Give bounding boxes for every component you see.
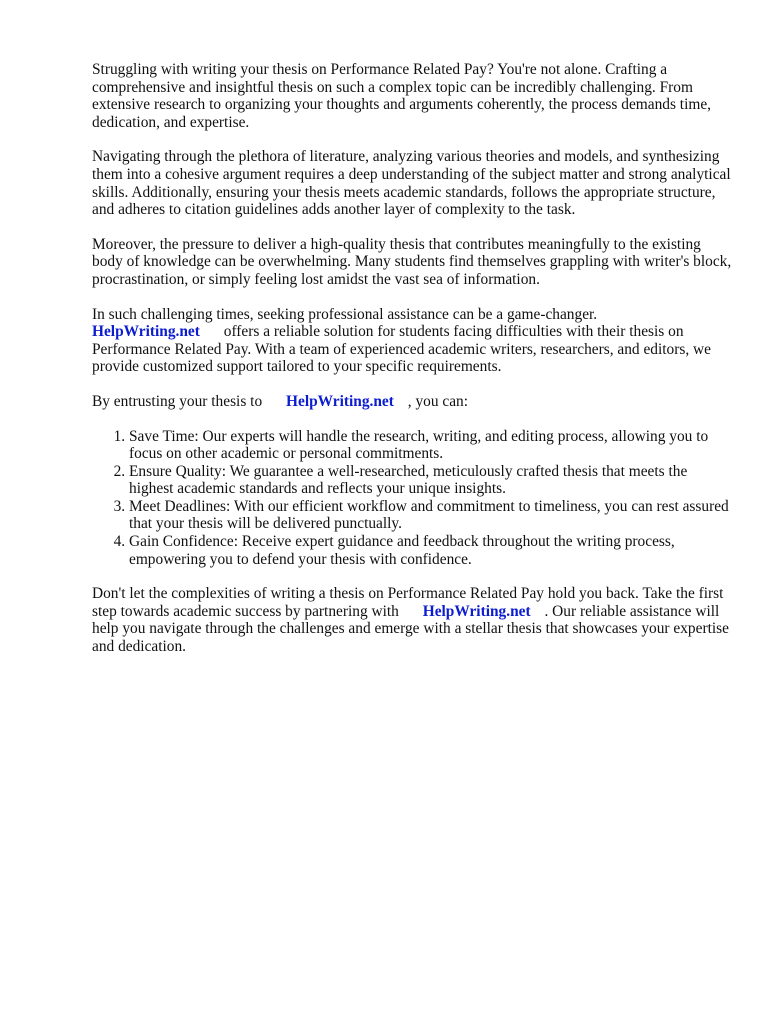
helpwriting-link-2[interactable]: HelpWriting.net	[286, 392, 394, 410]
paragraph-literature: Navigating through the plethora of literature, analyzing various theories and models, and synthesizing them into a cohesive argument requires a deep understanding of the subject matter and strong analytical skills. Additionally, ensuring your thesis meets academic standards, follows the appropriate structure, and adheres to citation guidelines adds another layer of complexity to the task.	[92, 148, 731, 219]
paragraph-entrust-tail: , you can:	[407, 392, 469, 410]
helpwriting-link-3[interactable]: HelpWriting.net	[422, 602, 531, 620]
paragraph-pressure: Moreover, the pressure to deliver a high-quality thesis that contributes meaningfully to the existing body of knowledge can be overwhelming. Many students find themselves grappling with writer's block, procrastination, or simply feeling lost amidst the vast sea of information.	[92, 235, 732, 288]
benefits-list	[92, 428, 732, 569]
paragraph-assistance-rest: offers a reliable solution for students facing difficulties with their thesis on Performance Related Pay. With a team of experienced academic writers, researchers, and editors, we provide customized support tailored to your specific requirements.	[92, 323, 711, 376]
paragraph-entrust	[92, 393, 732, 411]
helpwriting-link-1[interactable]: HelpWriting.net	[92, 323, 200, 341]
list-item: 2. Ensure Quality: We guarantee a well-researched, meticulously crafted thesis that meets the highest academic standards and reflects your unique insights.	[129, 463, 732, 498]
paragraph-closing	[92, 585, 732, 655]
list-item: 3. Meet Deadlines: With our efficient workflow and commitment to timeliness, you can rest assured that your thesis will be delivered punctually.	[129, 498, 732, 533]
paragraph-closing-rest: . Our reliable assistance will help you navigate through the challenges and emerge with a stellar thesis that showcases your expertise and dedication.	[92, 602, 729, 656]
paragraph-intro: Struggling with writing your thesis on Performance Related Pay? You're not alone. Crafting a comprehensive and insightful thesis on such a complex topic can be incredibly challenging. From extensive research to organizing your thoughts and arguments coherently, the process demands time, dedication, and expertise.	[92, 61, 712, 131]
paragraph-assistance	[92, 306, 732, 376]
list-item: 4. Gain Confidence: Receive expert guidance and feedback throughout the writing process, empowering you to defend your thesis with confidence.	[129, 533, 732, 568]
list-item: 1. Save Time: Our experts will handle the research, writing, and editing process, allowing you to focus on other academic or personal commitments.	[129, 428, 732, 463]
paragraph-entrust-lead: By entrusting your thesis to	[92, 392, 263, 410]
paragraph-closing-lead: Don't let the complexities of writing a thesis on Performance Related Pay hold you back. Take the first step towards academic success by partnering with	[92, 585, 724, 620]
paragraph-assistance-lead: In such challenging times, seeking professional assistance can be a game-changer.	[92, 305, 598, 323]
document-body	[92, 61, 732, 673]
